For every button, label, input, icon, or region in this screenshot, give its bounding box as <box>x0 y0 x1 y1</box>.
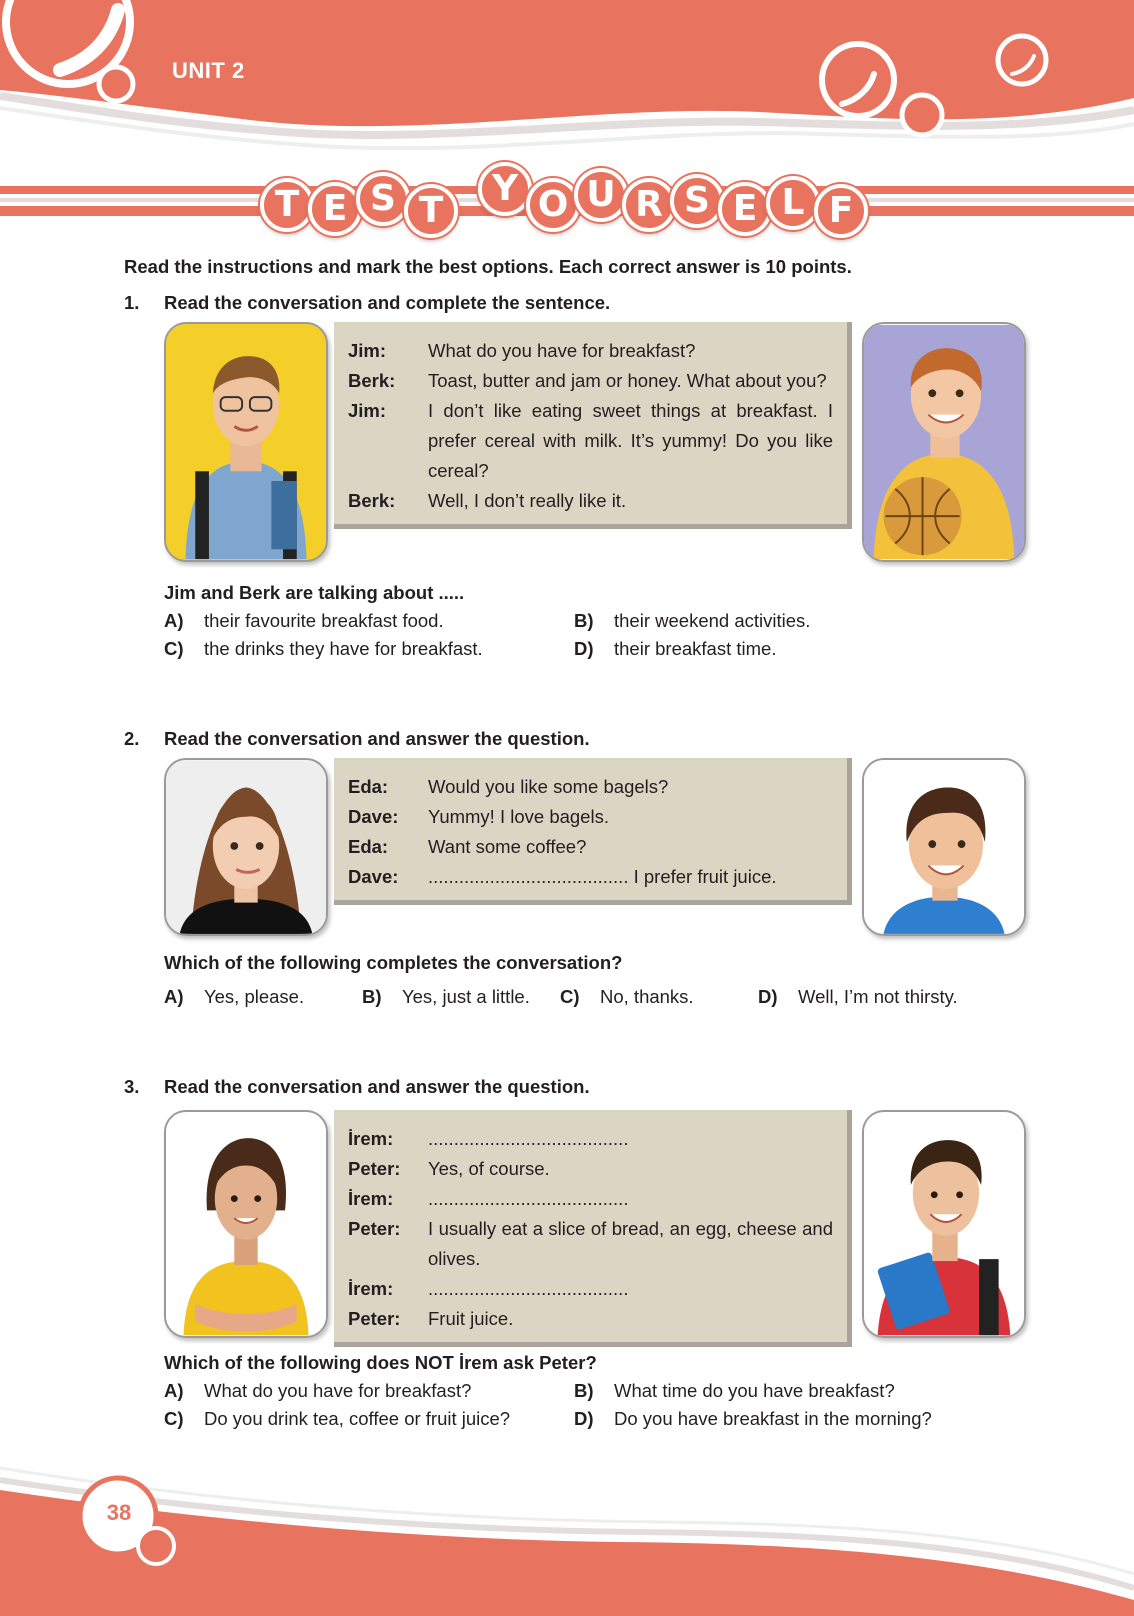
berk-photo <box>862 322 1026 562</box>
option-d[interactable] <box>574 1408 932 1430</box>
speaker-name: Peter: <box>348 1218 401 1239</box>
question-1-title: Read the conversation and complete the sentence. <box>164 292 611 313</box>
title-letter: Y <box>478 162 532 216</box>
dialog-line <box>348 336 833 366</box>
eda-photo <box>164 758 328 936</box>
option-text: Yes, just a little. <box>402 986 530 1007</box>
dialog-line <box>348 366 833 396</box>
dialog-line <box>348 1304 833 1334</box>
title-letter: S <box>670 174 724 228</box>
option-text: What time do you have breakfast? <box>614 1380 895 1401</box>
option-letter: A) <box>164 986 184 1007</box>
speaker-name: Jim: <box>348 340 387 361</box>
title-letter: E <box>718 182 772 236</box>
speaker-name: İrem: <box>348 1188 394 1209</box>
question-1-stem: Jim and Berk are talking about ..... <box>164 582 465 603</box>
question-2-dialog <box>334 758 852 905</box>
title-letter: T <box>404 184 458 238</box>
header-banner <box>0 0 1134 160</box>
option-letter: B) <box>574 1380 594 1401</box>
question-3-dialog <box>334 1110 852 1347</box>
speaker-name: Peter: <box>348 1158 401 1179</box>
option-b[interactable] <box>574 610 810 632</box>
jim-photo <box>164 322 328 562</box>
speech-text: Want some coffee? <box>428 836 587 857</box>
option-text: their breakfast time. <box>614 638 777 659</box>
option-letter: D) <box>574 638 594 659</box>
speech-text: Yummy! I love bagels. <box>428 806 609 827</box>
speech-text: Toast, butter and jam or honey. What about you? <box>428 370 827 391</box>
dialog-line <box>348 486 833 516</box>
option-a[interactable] <box>164 610 444 632</box>
speaker-name: Eda: <box>348 776 389 797</box>
title-letter: F <box>814 184 868 238</box>
peter-photo <box>862 1110 1026 1338</box>
irem-photo <box>164 1110 328 1338</box>
unit-label: UNIT 2 <box>172 58 245 83</box>
option-letter: A) <box>164 610 184 631</box>
title-letter: S <box>356 172 410 226</box>
speaker-name: Dave: <box>348 866 399 887</box>
question-1-dialog <box>334 322 852 529</box>
option-text: Do you drink tea, coffee or fruit juice? <box>204 1408 511 1429</box>
speech-text: ....................................... <box>428 1188 629 1209</box>
option-text: Yes, please. <box>204 986 305 1007</box>
option-b[interactable] <box>574 1380 895 1402</box>
dialog-line <box>348 1154 833 1184</box>
dialog-line <box>348 1214 833 1274</box>
option-c[interactable] <box>164 638 483 660</box>
option-letter: A) <box>164 1380 184 1401</box>
option-letter: B) <box>362 986 382 1007</box>
dialog-line <box>348 1124 833 1154</box>
speech-text: ....................................... <box>428 1278 629 1299</box>
dialog-line <box>348 1184 833 1214</box>
speaker-name: İrem: <box>348 1128 394 1149</box>
option-a[interactable] <box>164 1380 471 1402</box>
option-letter: C) <box>164 1408 184 1429</box>
option-text: Well, I’m not thirsty. <box>798 986 958 1007</box>
option-text: their favourite breakfast food. <box>204 610 444 631</box>
speaker-name: Jim: <box>348 400 387 421</box>
page-number: 38 <box>106 1500 132 1525</box>
dialog-line <box>348 396 833 486</box>
question-3-title: Read the conversation and answer the question. <box>164 1076 590 1097</box>
speaker-name: Berk: <box>348 490 396 511</box>
dialog-line <box>348 1274 833 1304</box>
footer-banner <box>0 1460 1134 1616</box>
question-3-stem: Which of the following does NOT İrem ask Peter? <box>164 1352 597 1373</box>
dialog-line <box>348 772 833 802</box>
speech-text: Fruit juice. <box>428 1308 514 1329</box>
option-c[interactable] <box>560 986 694 1008</box>
question-3-number: 3. <box>124 1076 140 1097</box>
option-a[interactable] <box>164 986 304 1008</box>
dialog-line <box>348 862 833 892</box>
option-letter: D) <box>574 1408 594 1429</box>
option-text: No, thanks. <box>600 986 694 1007</box>
title-letter: E <box>308 182 362 236</box>
option-letter: D) <box>758 986 778 1007</box>
title-letter: L <box>766 176 820 230</box>
speech-text: Yes, of course. <box>428 1158 550 1179</box>
speaker-name: Berk: <box>348 370 396 391</box>
option-letter: B) <box>574 610 594 631</box>
option-d[interactable] <box>574 638 776 660</box>
speech-text: What do you have for breakfast? <box>428 340 696 361</box>
test-yourself-title <box>260 158 880 238</box>
speech-text: I usually eat a slice of bread, an egg, cheese and olives. <box>428 1218 833 1269</box>
speech-text: Well, I don’t really like it. <box>428 490 627 511</box>
dialog-line <box>348 832 833 862</box>
option-text: What do you have for breakfast? <box>204 1380 472 1401</box>
speech-text: ....................................... <box>428 1128 629 1149</box>
option-letter: C) <box>164 638 184 659</box>
speaker-name: Peter: <box>348 1308 401 1329</box>
dialog-line <box>348 802 833 832</box>
option-c[interactable] <box>164 1408 510 1430</box>
option-text: their weekend activities. <box>614 610 811 631</box>
option-text: the drinks they have for breakfast. <box>204 638 483 659</box>
question-1-number: 1. <box>124 292 140 313</box>
speech-text: Would you like some bagels? <box>428 776 669 797</box>
option-text: Do you have breakfast in the morning? <box>614 1408 932 1429</box>
speech-text: ....................................... I prefer fruit juice. <box>428 866 777 887</box>
option-d[interactable] <box>758 986 958 1008</box>
speaker-name: Eda: <box>348 836 389 857</box>
question-2-title: Read the conversation and answer the question. <box>164 728 590 749</box>
speaker-name: Dave: <box>348 806 399 827</box>
title-letter: O <box>526 178 580 232</box>
option-letter: C) <box>560 986 580 1007</box>
question-2-stem: Which of the following completes the conversation? <box>164 952 623 973</box>
question-2-number: 2. <box>124 728 140 749</box>
instructions: Read the instructions and mark the best options. Each correct answer is 10 points. <box>124 256 852 277</box>
title-letter: U <box>574 168 628 222</box>
title-letter: R <box>622 178 676 232</box>
title-letter: T <box>260 178 314 232</box>
speech-text: I don’t like eating sweet things at breakfast. I prefer cereal with milk. It’s yummy! Do you like cereal? <box>428 400 833 481</box>
option-b[interactable] <box>362 986 530 1008</box>
speaker-name: İrem: <box>348 1278 394 1299</box>
dave-photo <box>862 758 1026 936</box>
